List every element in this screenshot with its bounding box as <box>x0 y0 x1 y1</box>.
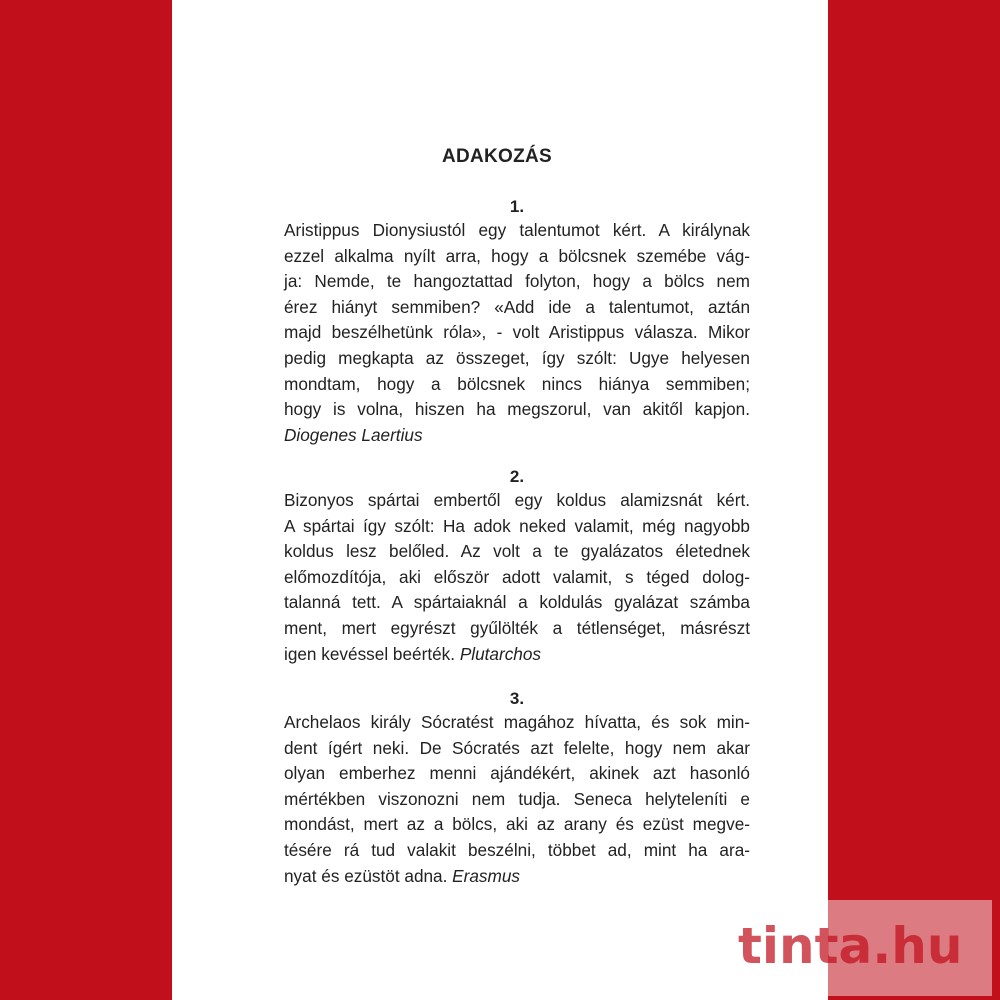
page-title: ADAKOZÁS <box>441 146 553 167</box>
section-number: 2. <box>509 467 525 486</box>
text-line: pedig megkapta az összeget, így szólt: Ugye helyesen <box>284 347 750 368</box>
text-line: előmozdítója, aki először adott valamit, s téged dolog- <box>284 566 750 587</box>
author-name: Erasmus <box>452 865 520 886</box>
text-line: ja: Nemde, te hangoztattad folyton, hogy a bölcs nem <box>284 271 750 292</box>
text-line: mondást, mert az a bölcs, aki az arany és ezüst megve- <box>284 814 750 835</box>
text-line: olyan emberhez menni ajándékért, akinek azt hasonló <box>284 763 750 784</box>
section-2 <box>284 466 750 667</box>
text-line: Archelaos király Sócratést magához hívatta, és sok min- <box>284 712 750 732</box>
text-line: koldus lesz belőled. Az volt a te gyalázatos életednek <box>284 541 750 562</box>
text-line: tésére rá tud valakit beszélni, többet ad, mint ha ara- <box>284 839 750 860</box>
watermark-logo: tinta.hu <box>738 917 963 975</box>
text-line: dent ígért neki. De Sócratés azt felelte, hogy nem akar <box>284 737 750 758</box>
book-page <box>172 0 828 1000</box>
text-line: talanná tett. A spártaiaknál a koldulás gyalázat számba <box>284 592 750 613</box>
text-line: hogy is volna, hiszen ha megszorul, van akitől kapjon. <box>284 399 750 420</box>
text-line: majd beszélhetünk róla», - volt Aristippus válasza. Mikor <box>284 322 750 343</box>
text-line: érez hiányt semmiben? «Add ide a talentumot, aztán <box>284 296 750 317</box>
text-line: mértékben viszonozni nem tudja. Seneca helyteleníti e <box>284 788 750 809</box>
text-line-last <box>284 864 750 890</box>
text-line: mondtam, hogy a bölcsnek nincs hiánya semmiben; <box>284 373 750 394</box>
closing-text: igen kevéssel beérték. <box>284 643 456 664</box>
section-number: 3. <box>509 689 525 708</box>
text-line: Aristippus Dionysiustól egy talentumot kért. A királynak <box>284 220 750 240</box>
section-3 <box>284 688 750 889</box>
closing-text: nyat és ezüstöt adna. <box>284 865 448 886</box>
text-line: ezzel alkalma nyílt arra, hogy a bölcsnek szemébe vág- <box>284 245 750 266</box>
section-1 <box>284 196 750 448</box>
section-number: 1. <box>509 197 525 216</box>
text-line: A spártai így szólt: Ha adok neked valamit, még nagyobb <box>284 515 750 536</box>
text-line: ment, mert egyrészt gyűlölték a tétlenséget, másrészt <box>284 617 750 638</box>
author-name: Plutarchos <box>459 643 542 664</box>
author-name: Diogenes Laertius <box>284 424 423 445</box>
text-line-last <box>284 642 750 668</box>
text-line: Bizonyos spártai embertől egy koldus alamizsnát kért. <box>284 490 750 510</box>
text-line-last <box>284 423 750 449</box>
